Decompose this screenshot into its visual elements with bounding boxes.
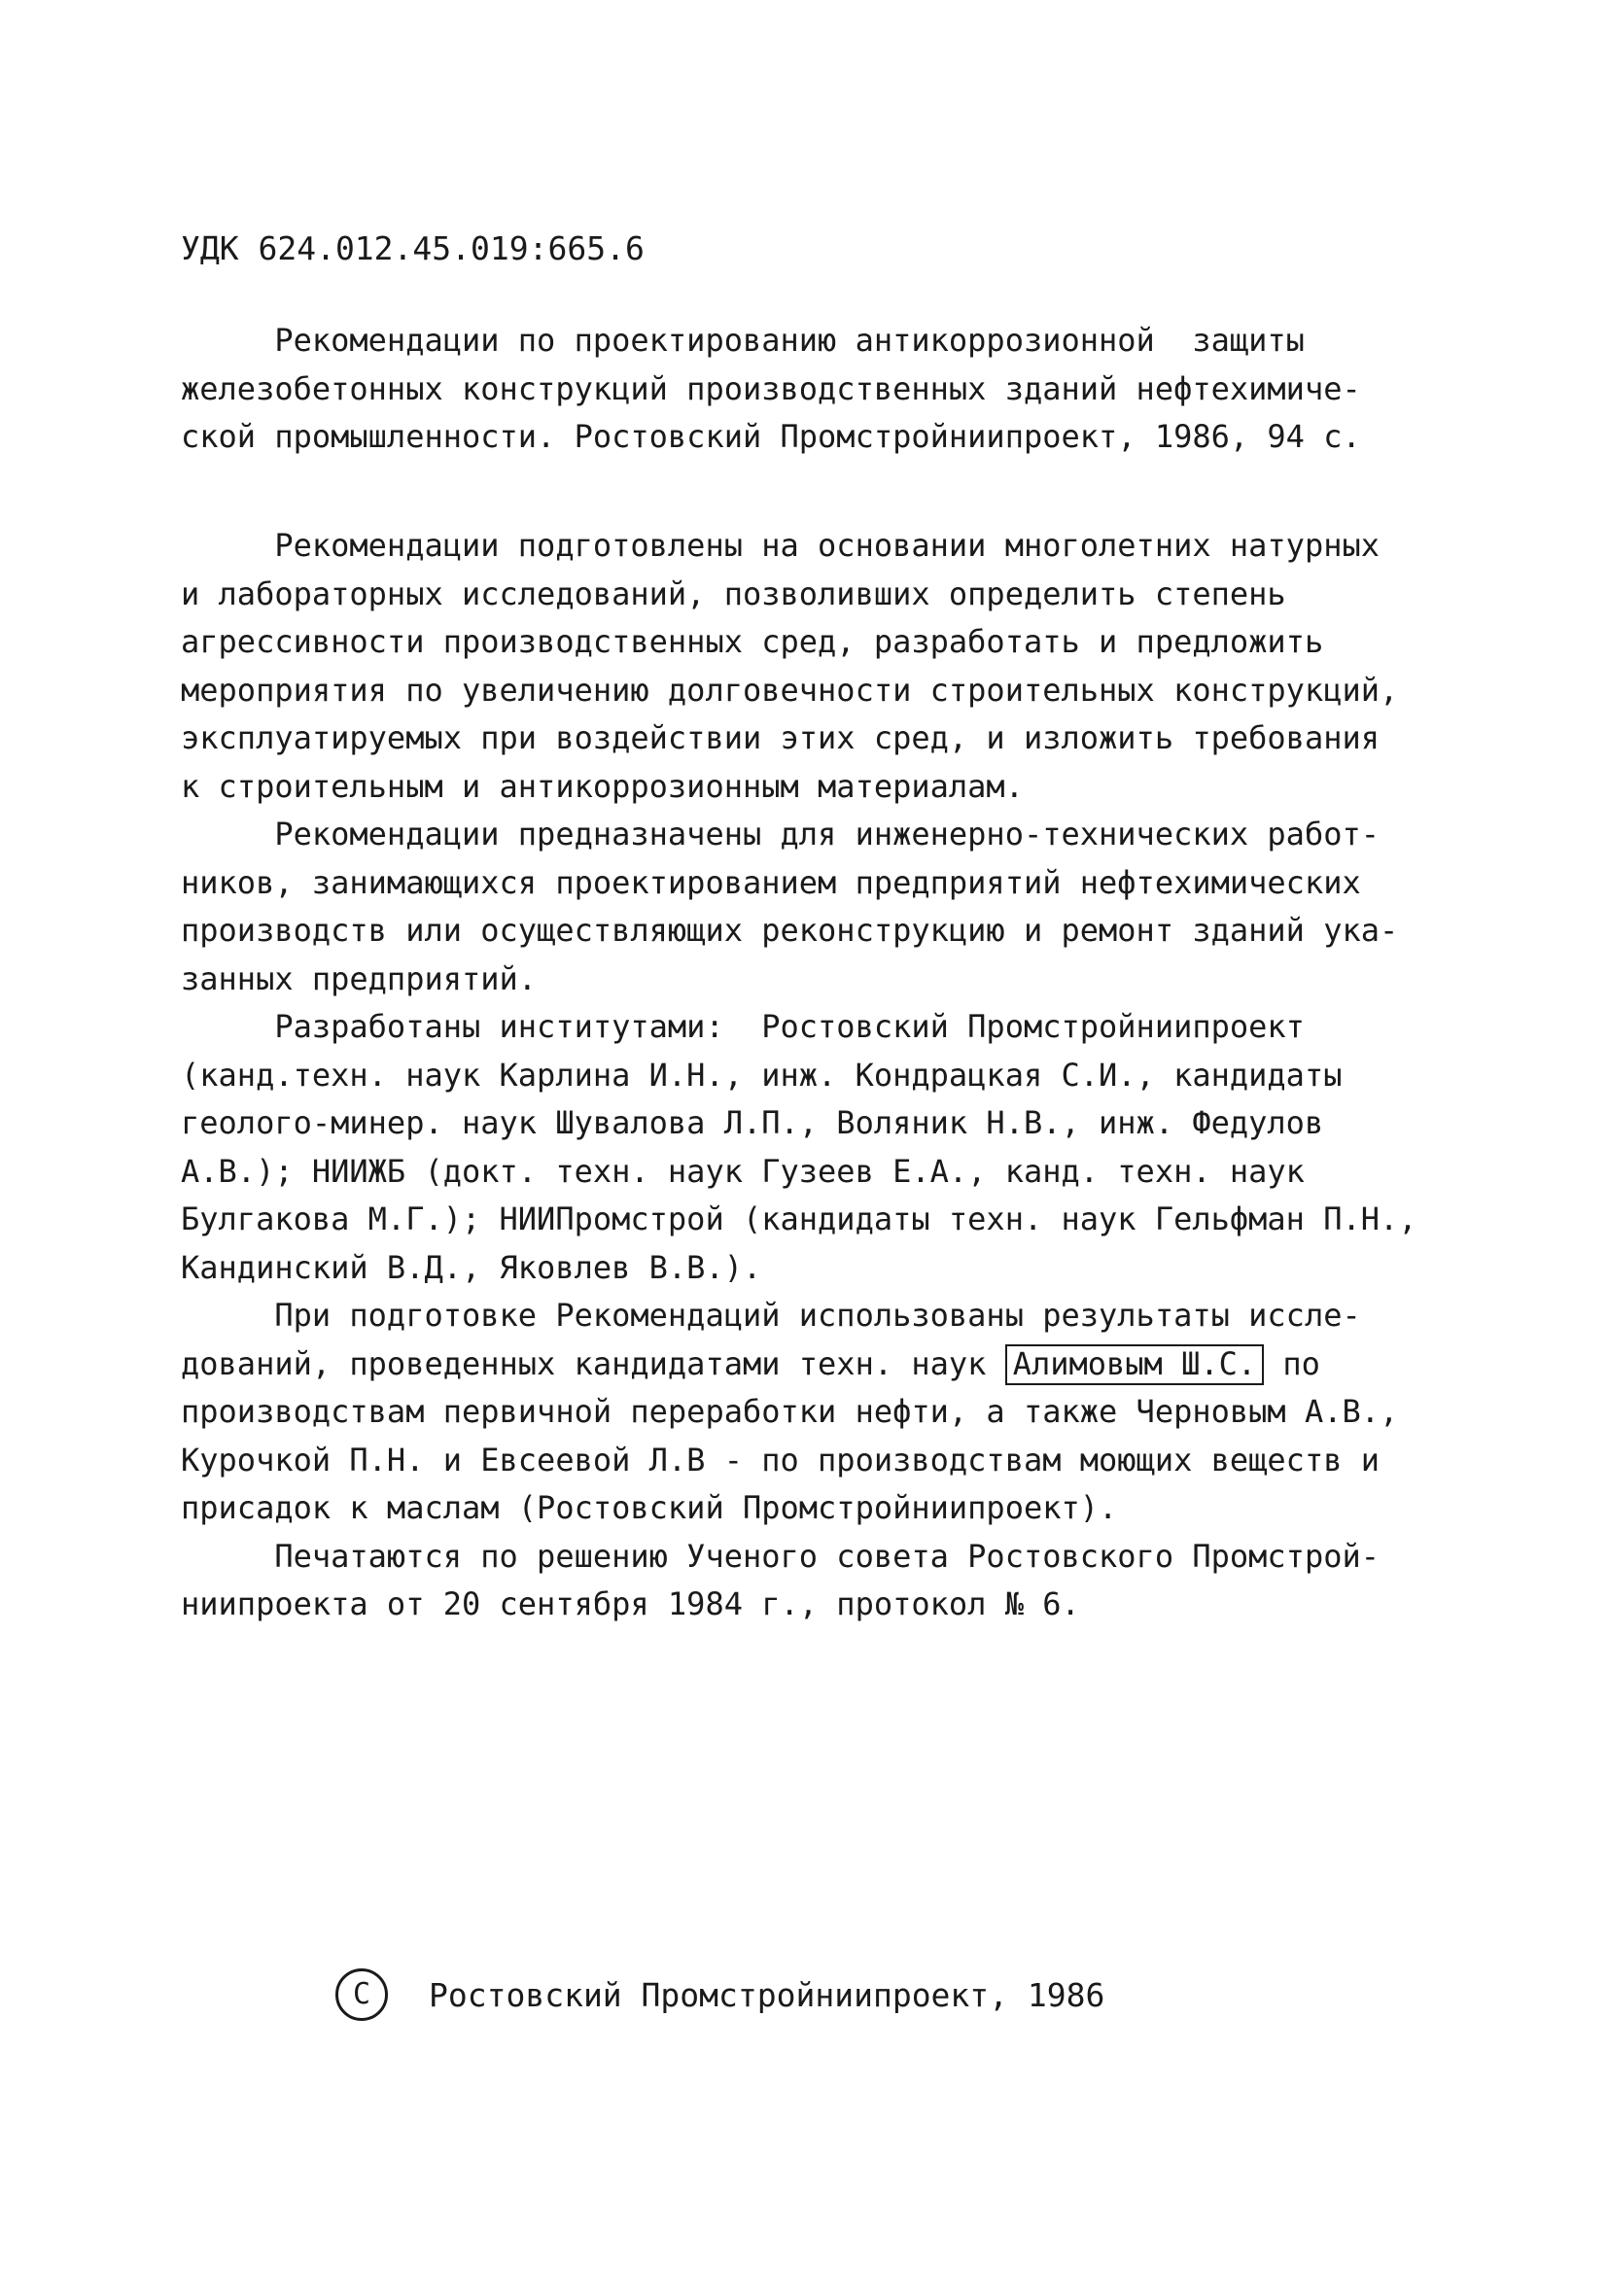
body-line: А.В.); НИИЖБ (докт. техн. наук Гузеев Е.А., канд. техн. наук — [181, 1152, 1305, 1190]
bibliographic-annotation — [181, 317, 1474, 462]
body-line: к строительным и антикоррозионным материалам. — [181, 767, 1024, 805]
body-line: геолого-минер. наук Шувалова Л.П., Воляник Н.В., инж. Федулов — [181, 1104, 1324, 1141]
copyright-notice — [335, 1968, 1104, 2021]
annotation-line: железобетонных конструкций производственных зданий нефтехимиче- — [181, 369, 1361, 407]
body-line: производств или осуществляющих реконструкцию и ремонт зданий ука- — [181, 912, 1399, 949]
body-line: Разработаны институтами: Ростовский Промстройниипроект — [181, 1008, 1305, 1045]
body-line-with-boxed-name — [181, 1340, 1474, 1389]
annotation-line: ской промышленности. Ростовский Промстройниипроект, 1986, 94 с. — [181, 418, 1361, 455]
body-line: При подготовке Рекомендаций использованы результаты иссле- — [181, 1297, 1361, 1334]
body-line: эксплуатируемых при воздействии этих сред, и изложить требования — [181, 719, 1380, 756]
body-line: ниипроекта от 20 сентября 1984 г., протокол № 6. — [181, 1585, 1080, 1622]
body-line: Курочкой П.Н. и Евсеевой Л.В - по производствам моющих веществ и — [181, 1441, 1380, 1478]
udk-code: УДК 624.012.45.019:665.6 — [181, 229, 645, 267]
body-line: Кандинский В.Д., Яковлев В.В.). — [181, 1248, 762, 1286]
boxed-author-name: Алимовым Ш.С. — [1005, 1344, 1264, 1385]
body-line: (канд.техн. наук Карлина И.Н., инж. Кондрацкая С.И., кандидаты — [181, 1056, 1343, 1094]
body-text — [181, 522, 1474, 1629]
body-line: Печатаются по решению Ученого совета Ростовского Промстрой- — [181, 1537, 1380, 1575]
copyright-text: Ростовский Промстройниипроект, 1986 — [429, 1975, 1105, 2014]
body-line: ников, занимающихся проектированием предприятий нефтехимических — [181, 863, 1361, 901]
body-line: мероприятия по увеличению долговечности строительных конструкций, — [181, 671, 1399, 709]
body-line-prefix: дований, проведенных кандидатами техн. наук — [181, 1344, 1005, 1382]
copyright-icon: C — [335, 1968, 388, 2021]
body-line: агрессивности производственных сред, разработать и предложить — [181, 623, 1324, 660]
body-line: производствам первичной переработки нефти, а также Черновым А.В., — [181, 1393, 1399, 1430]
annotation-line: Рекомендации по проектированию антикоррозионной защиты — [181, 322, 1305, 359]
body-line: присадок к маслам (Ростовский Промстройниипроект). — [181, 1489, 1118, 1526]
body-line-suffix: по — [1264, 1344, 1320, 1382]
body-line: Рекомендации предназначены для инженерно-технических работ- — [181, 816, 1380, 852]
body-line: Булгакова М.Г.); НИИПромстрой (кандидаты техн. наук Гельфман П.Н., — [181, 1200, 1417, 1237]
body-line: и лабораторных исследований, позволивших определить степень — [181, 574, 1286, 612]
body-line: занных предприятий. — [181, 959, 538, 997]
body-line: Рекомендации подготовлены на основании многолетних натурных — [181, 527, 1380, 564]
